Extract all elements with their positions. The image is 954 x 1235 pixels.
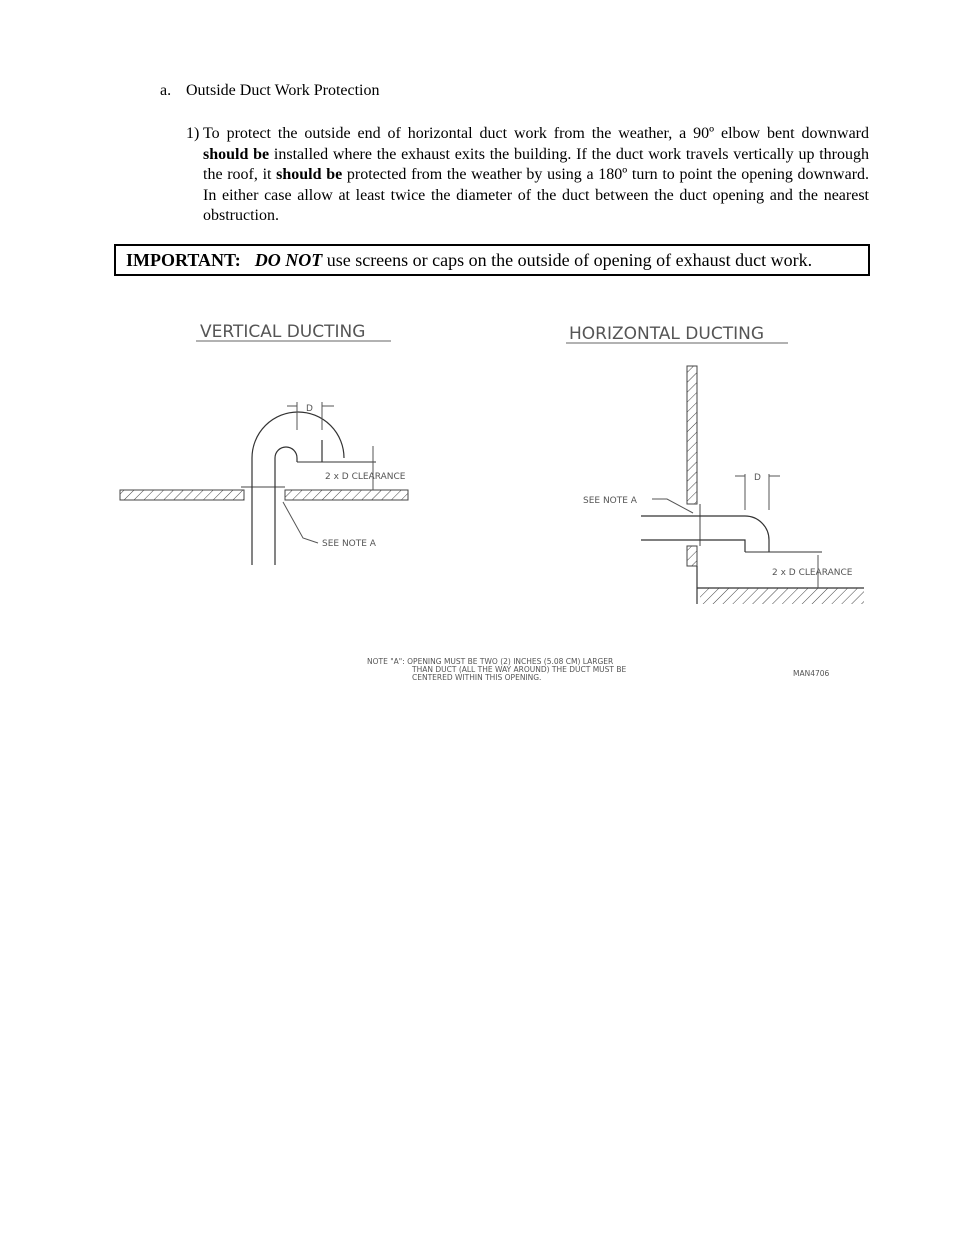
vertical-note-leader [283,502,318,543]
horizontal-duct-top-wall [641,516,769,552]
paragraph-bold-2: should be [276,166,343,184]
paragraph-text-3: protected from the weather by using a 180º turn to point the opening downward. In either case allow at least twice the diameter of the duct between the duct opening and the nearest obstruction. [203,166,870,225]
ground-hatch [700,588,864,604]
roof-slab-left [120,490,244,500]
drawing-id: MAN4706 [793,669,830,678]
paragraph-text-1: To protect the outside end of horizontal duct work from the weather, a 90º elbow bent downward [203,125,869,142]
horizontal-see-note: SEE NOTE A [583,496,637,506]
note-line-3: CENTERED WITHIN THIS OPENING. [412,673,542,682]
vertical-ducting-title: VERTICAL DUCTING [200,322,366,342]
duct-inner-wall [275,447,297,565]
note-line-2: THAN DUCT (ALL THE WAY AROUND) THE DUCT MUST BE [412,665,627,674]
important-label: IMPORTANT: [126,250,241,270]
horizontal-d-label: D [754,473,761,483]
section-marker: a. [160,82,172,99]
important-text: use screens or caps on the outside of opening of exhaust duct work. [326,250,813,270]
note-line-1: NOTE "A": OPENING MUST BE TWO (2) INCHES (5.08 CM) LARGER [367,657,614,666]
vertical-ducting-drawing [120,322,408,565]
wall-lower [687,546,697,566]
horizontal-ducting-drawing [566,324,864,604]
paragraph-bold-1: should be [203,145,270,163]
vertical-clearance-label: 2 x D CLEARANCE [325,472,406,482]
wall-upper [687,366,697,504]
paragraph-text-2: installed where the exhaust exits the building. If the duct work travels vertically up through the roof, it [203,145,869,184]
d-dimension-label: D [306,404,313,414]
paragraph-number: 1) [186,125,200,142]
diagram-note [367,657,830,682]
roof-slab-right [285,490,408,500]
section-title: Outside Duct Work Protection [186,82,380,99]
horizontal-ducting-title: HORIZONTAL DUCTING [569,324,764,344]
vertical-see-note: SEE NOTE A [322,539,376,549]
horizontal-clearance-label: 2 x D CLEARANCE [772,568,853,578]
important-emphasis: DO NOT [254,250,323,270]
